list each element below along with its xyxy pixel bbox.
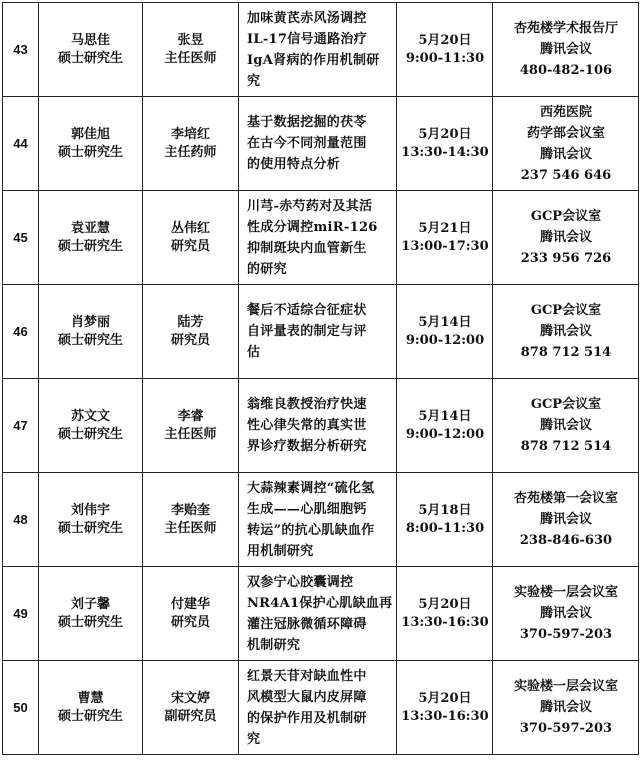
advisor-cell-line: 付建华 — [170, 596, 210, 612]
student-cell — [39, 97, 143, 191]
student-cell-line: 曹慧 — [77, 690, 104, 706]
venue-cell — [493, 97, 639, 191]
venue-cell-line: 腾讯会议 — [539, 418, 592, 433]
topic-cell-line: 界诊疗数据分析研究 — [247, 439, 367, 454]
venue-cell — [493, 473, 639, 567]
table-row — [3, 285, 639, 379]
advisor-cell — [143, 473, 239, 567]
table-body — [3, 3, 639, 755]
advisor-cell-line: 陆芳 — [177, 314, 204, 330]
venue-cell-line: 腾讯会议 — [539, 700, 592, 715]
student-cell — [39, 567, 143, 661]
topic-cell-line: IgA肾病的作用机制研 — [247, 52, 380, 68]
advisor-cell — [143, 379, 239, 473]
venue-cell-line: 杏苑楼学术报告厅 — [513, 21, 618, 36]
time-cell-line: 9:00-11:30 — [405, 50, 485, 66]
time-cell — [397, 3, 493, 97]
advisor-cell-line: 主任药师 — [164, 144, 217, 160]
row-number: 43 — [3, 3, 39, 97]
topic-cell-line: 风模型大鼠内皮屏障 — [247, 689, 367, 705]
topic-cell — [239, 191, 397, 285]
time-cell-line: 5月14日 — [418, 408, 472, 424]
venue-cell-line: 腾讯会议 — [539, 42, 592, 57]
topic-cell-line: 的保护作用及机制研 — [247, 710, 367, 726]
venue-cell — [493, 379, 639, 473]
time-cell-line: 5月18日 — [418, 502, 472, 518]
venue-cell-line: 370-597-203 — [519, 721, 613, 736]
topic-cell-line: 自评量表的制定与评 — [247, 324, 367, 339]
advisor-cell-line: 主任医师 — [164, 50, 217, 66]
advisor-cell-line: 李培红 — [170, 126, 210, 142]
topic-cell-line: 的使用特点分析 — [247, 157, 341, 172]
time-cell — [397, 285, 493, 379]
advisor-cell — [143, 191, 239, 285]
topic-cell-line: 大蒜辣素调控“硫化氢 — [247, 480, 375, 496]
student-cell-line: 刘子馨 — [70, 596, 110, 612]
student-cell-line: 硕士研究生 — [57, 614, 123, 630]
table-row — [3, 379, 639, 473]
topic-cell — [239, 285, 397, 379]
student-cell — [39, 379, 143, 473]
defense-schedule-table — [2, 2, 639, 755]
topic-cell-line: 红景天苷对缺血性中 — [247, 668, 367, 684]
venue-cell-line: 药学部会议室 — [526, 125, 605, 141]
topic-cell — [239, 661, 397, 755]
topic-cell-line: 用机制研究 — [247, 543, 314, 559]
student-cell-line: 硕士研究生 — [57, 520, 123, 536]
topic-cell-line: NR4A1保护心肌缺血再 — [247, 595, 393, 611]
student-cell-line: 苏文文 — [70, 408, 110, 424]
student-cell-line: 硕士研究生 — [57, 50, 123, 66]
venue-cell-line: 480-482-106 — [519, 63, 613, 78]
topic-cell-line: 双参宁心胶囊调控 — [247, 574, 354, 590]
venue-cell-line: 腾讯会议 — [539, 146, 592, 162]
venue-cell-line: GCP会议室 — [530, 397, 602, 412]
time-cell-line: 13:30-14:30 — [401, 144, 489, 160]
student-cell-line: 肖梦丽 — [70, 314, 110, 330]
venue-cell-line: 238-846-630 — [519, 533, 613, 548]
student-cell-line: 郭佳旭 — [70, 126, 110, 142]
topic-cell-line: 餐后不适综合征症状 — [247, 303, 367, 318]
time-cell-line: 13:30-16:30 — [401, 614, 489, 630]
student-cell-line: 硕士研究生 — [57, 708, 123, 724]
venue-cell-line: 西苑医院 — [539, 104, 592, 120]
venue-cell — [493, 661, 639, 755]
time-cell-line: 5月21日 — [418, 220, 472, 236]
advisor-cell-line: 李贻奎 — [170, 502, 210, 518]
advisor-cell — [143, 97, 239, 191]
topic-cell-line: 估 — [247, 345, 261, 360]
student-cell — [39, 473, 143, 567]
venue-cell-line: GCP会议室 — [530, 303, 602, 318]
time-cell-line: 5月20日 — [418, 596, 472, 612]
student-cell-line: 袁亚慧 — [70, 220, 110, 236]
table-row — [3, 3, 639, 97]
venue-cell-line: 878 712 514 — [520, 345, 612, 360]
venue-cell-line: 腾讯会议 — [539, 324, 592, 339]
venue-cell-line: 878 712 514 — [520, 439, 612, 454]
student-cell — [39, 661, 143, 755]
table-row — [3, 191, 639, 285]
student-cell-line: 硕士研究生 — [57, 332, 123, 348]
advisor-cell — [143, 661, 239, 755]
time-cell — [397, 473, 493, 567]
venue-cell — [493, 191, 639, 285]
venue-cell — [493, 567, 639, 661]
advisor-cell-line: 研究员 — [170, 238, 210, 254]
student-cell-line: 硕士研究生 — [57, 144, 123, 160]
student-cell-line: 硕士研究生 — [57, 426, 123, 442]
topic-cell-line: 在古今不同剂量范围 — [247, 136, 367, 151]
advisor-cell-line: 研究员 — [170, 332, 210, 348]
advisor-cell-line: 研究员 — [170, 614, 210, 630]
topic-cell-line: 基于数据挖掘的茯苓 — [247, 115, 367, 130]
topic-cell-line: 的研究 — [247, 261, 287, 277]
topic-cell-line: 川芎-赤芍药对及其活 — [247, 198, 373, 214]
row-number: 49 — [3, 567, 39, 661]
row-number: 48 — [3, 473, 39, 567]
topic-cell-line: 灌注冠脉微循环障碍 — [247, 616, 367, 632]
topic-cell-line: 机制研究 — [247, 637, 301, 653]
venue-cell — [493, 3, 639, 97]
table-row — [3, 473, 639, 567]
advisor-cell — [143, 567, 239, 661]
student-cell — [39, 285, 143, 379]
time-cell — [397, 97, 493, 191]
topic-cell-line: IL-17信号通路治疗 — [247, 31, 368, 47]
row-number: 46 — [3, 285, 39, 379]
time-cell — [397, 379, 493, 473]
advisor-cell-line: 副研究员 — [164, 708, 217, 724]
topic-cell — [239, 473, 397, 567]
time-cell — [397, 661, 493, 755]
table-row — [3, 661, 639, 755]
time-cell-line: 13:00-17:30 — [401, 238, 489, 254]
table-row — [3, 567, 639, 661]
topic-cell-line: 究 — [247, 73, 261, 89]
topic-cell — [239, 3, 397, 97]
advisor-cell-line: 主任医师 — [164, 426, 217, 442]
table-row — [3, 97, 639, 191]
row-number: 47 — [3, 379, 39, 473]
topic-cell-line: 转运”的抗心肌缺血作 — [247, 522, 375, 538]
topic-cell-line: 抑制斑块内血管新生 — [247, 240, 367, 256]
topic-cell-line: 性心律失常的真实世 — [247, 418, 367, 433]
time-cell-line: 5月20日 — [418, 32, 472, 48]
venue-cell-line: 腾讯会议 — [539, 230, 592, 245]
topic-cell-line: 翁维良教授治疗快速 — [247, 397, 367, 412]
time-cell-line: 5月20日 — [418, 690, 472, 706]
topic-cell-line: 加味黄芪赤风汤调控 — [247, 10, 367, 26]
venue-cell-line: 杏苑楼第一会议室 — [513, 491, 618, 506]
advisor-cell-line: 主任医师 — [164, 520, 217, 536]
row-number: 50 — [3, 661, 39, 755]
advisor-cell-line: 宋文婷 — [170, 690, 210, 706]
time-cell-line: 8:00-11:30 — [405, 520, 485, 536]
student-cell-line: 刘伟宇 — [70, 502, 110, 518]
time-cell-line: 9:00-12:00 — [405, 426, 485, 442]
topic-cell-line: 究 — [247, 731, 261, 747]
venue-cell-line: GCP会议室 — [530, 209, 602, 224]
venue-cell — [493, 285, 639, 379]
time-cell — [397, 567, 493, 661]
advisor-cell-line: 张昱 — [177, 32, 204, 48]
advisor-cell-line: 李睿 — [177, 408, 204, 424]
topic-cell — [239, 97, 397, 191]
topic-cell — [239, 379, 397, 473]
time-cell-line: 9:00-12:00 — [405, 332, 485, 348]
venue-cell-line: 237 546 646 — [520, 167, 612, 183]
topic-cell — [239, 567, 397, 661]
time-cell-line: 5月14日 — [418, 314, 472, 330]
advisor-cell — [143, 285, 239, 379]
venue-cell-line: 实验楼一层会议室 — [513, 679, 618, 694]
venue-cell-line: 370-597-203 — [519, 627, 613, 642]
advisor-cell — [143, 3, 239, 97]
venue-cell-line: 腾讯会议 — [539, 606, 592, 621]
venue-cell-line: 腾讯会议 — [539, 512, 592, 527]
advisor-cell-line: 丛伟红 — [170, 220, 210, 236]
student-cell-line: 马思佳 — [70, 32, 110, 48]
student-cell — [39, 3, 143, 97]
student-cell-line: 硕士研究生 — [57, 238, 123, 254]
venue-cell-line: 实验楼一层会议室 — [513, 585, 618, 600]
student-cell — [39, 191, 143, 285]
time-cell-line: 13:30-16:30 — [401, 708, 489, 724]
venue-cell-line: 233 956 726 — [520, 251, 612, 266]
topic-cell-line: 性成分调控miR-126 — [247, 219, 378, 235]
time-cell-line: 5月20日 — [418, 126, 472, 142]
row-number: 44 — [3, 97, 39, 191]
time-cell — [397, 191, 493, 285]
row-number: 45 — [3, 191, 39, 285]
topic-cell-line: 生成——心肌细胞钙 — [247, 501, 367, 517]
